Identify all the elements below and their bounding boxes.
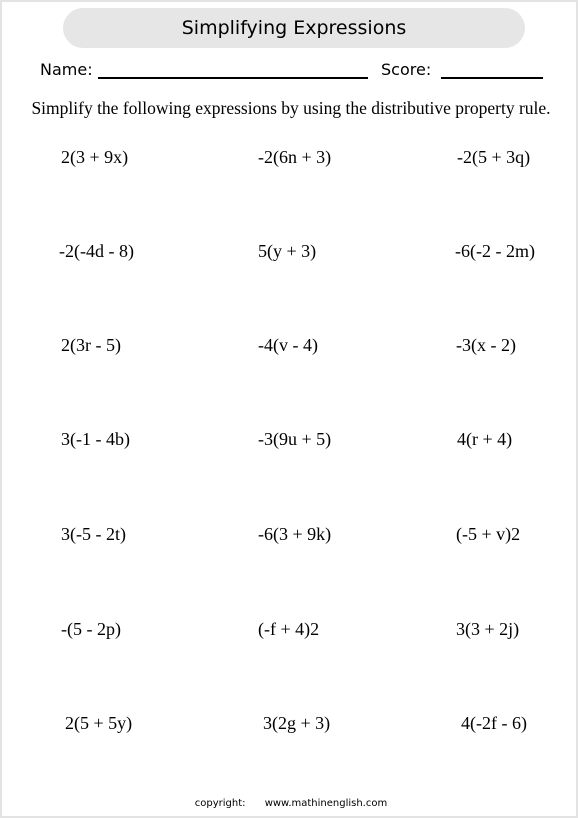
instructions: Simplify the following expressions by using the distributive property rule. xyxy=(31,98,551,118)
name-blank-line[interactable] xyxy=(98,77,368,79)
problem: 3(-1 - 4b) xyxy=(61,429,130,449)
name-label: Name: xyxy=(40,60,93,79)
problem: -2(5 + 3q) xyxy=(457,147,531,167)
problem: -2(-4d - 8) xyxy=(59,241,134,261)
worksheet-title: Simplifying Expressions xyxy=(63,8,525,48)
copyright-label: copyright: xyxy=(194,798,246,809)
problem: 3(3 + 2j) xyxy=(456,619,520,639)
problem: 2(3 + 9x) xyxy=(61,147,129,167)
problem: 2(5 + 5y) xyxy=(65,713,133,733)
website-link[interactable]: www.mathinenglish.com xyxy=(264,798,388,809)
problem: 3(2g + 3) xyxy=(263,713,331,733)
problem: 4(r + 4) xyxy=(457,429,513,449)
score-label: Score: xyxy=(381,60,432,79)
score-blank-line[interactable] xyxy=(441,77,543,79)
problem: -6(-2 - 2m) xyxy=(455,241,535,261)
problem: -6(3 + 9k) xyxy=(258,524,332,544)
footer xyxy=(2,798,578,809)
problem: -3(x - 2) xyxy=(456,335,516,355)
problem: 4(-2f - 6) xyxy=(461,713,527,733)
problem: -2(6n + 3) xyxy=(258,147,332,167)
problem: 5(y + 3) xyxy=(258,241,317,261)
problem: -4(v - 4) xyxy=(258,335,318,355)
problem: (-5 + v)2 xyxy=(456,524,521,544)
name-score-row xyxy=(40,58,560,84)
problem: -3(9u + 5) xyxy=(258,429,332,449)
problem: -(5 - 2p) xyxy=(61,619,121,639)
problem: 3(-5 - 2t) xyxy=(61,524,126,544)
problem: 2(3r - 5) xyxy=(61,335,121,355)
problem: (-f + 4)2 xyxy=(258,619,320,639)
